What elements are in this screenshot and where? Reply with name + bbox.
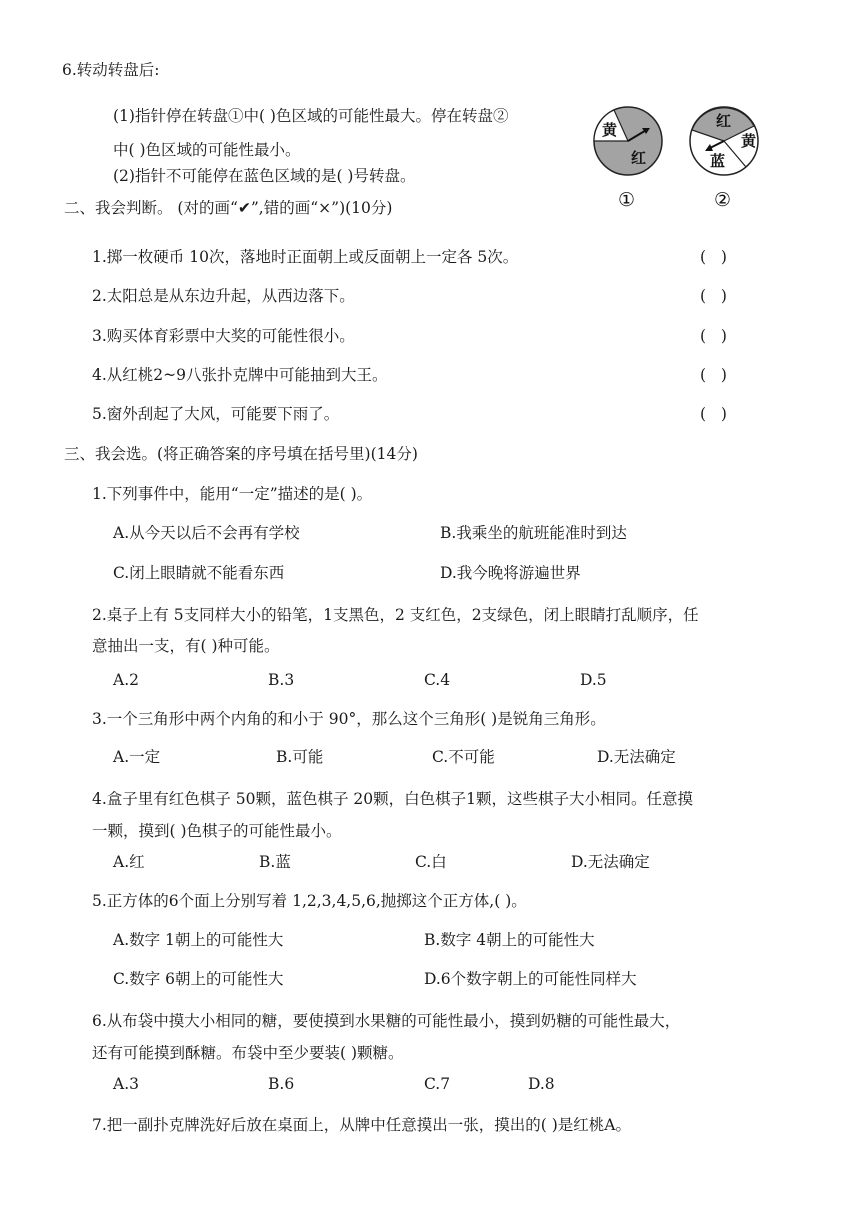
choice-q4-option-c[interactable]: C.白 (415, 853, 447, 871)
choice-q3-option-d[interactable]: D.无法确定 (597, 748, 676, 766)
spinner-2-number: ② (714, 189, 732, 211)
spinner-1-number: ① (618, 189, 636, 211)
judge-item-5: 5.窗外刮起了大风，可能要下雨了。 (92, 405, 340, 423)
choice-q5-option-b[interactable]: B.数字 4朝上的可能性大 (424, 931, 595, 949)
judge-item-3: 3.购买体育彩票中大奖的可能性很小。 (92, 327, 355, 345)
choice-q1-option-c[interactable]: C.闭上眼睛就不能看东西 (113, 564, 285, 582)
spinner-2-label-red: 红 (716, 112, 732, 130)
spinner-2-label-blue: 蓝 (710, 152, 726, 170)
choice-q1-option-b[interactable]: B.我乘坐的航班能准时到达 (440, 524, 627, 542)
choice-q2-option-a[interactable]: A.2 (113, 671, 139, 689)
choice-q1-option-a[interactable]: A.从今天以后不会再有学校 (113, 524, 300, 542)
q6-part2: (2)指针不可能停在蓝色区域的是( )号转盘。 (113, 167, 416, 185)
choice-q2-stem-line1: 2.桌子上有 5支同样大小的铅笔，1支黑色，2 支红色，2支绿色，闭上眼睛打乱顺序，任 (92, 606, 699, 624)
choice-q7-stem: 7.把一副扑克牌洗好后放在桌面上，从牌中任意摸出一张，摸出的( )是红桃A。 (92, 1116, 632, 1134)
choice-q6-stem-line2: 还有可能摸到酥糖。布袋中至少要装( )颗糖。 (92, 1044, 404, 1062)
choice-q1-option-d[interactable]: D.我今晚将游遍世界 (440, 564, 581, 582)
choice-q2-option-d[interactable]: D.5 (580, 671, 607, 689)
judge-answer-4[interactable]: ( ) (700, 366, 727, 384)
choice-q2-option-c[interactable]: C.4 (424, 671, 451, 689)
q6-part1-line2: 中( )色区域的可能性最小。 (113, 141, 301, 159)
choice-q2-option-b[interactable]: B.3 (268, 671, 295, 689)
spinner-1-label-red: 红 (631, 149, 647, 167)
choice-q3-option-c[interactable]: C.不可能 (432, 748, 495, 766)
choice-q6-option-a[interactable]: A.3 (113, 1075, 139, 1093)
choice-q6-option-d[interactable]: D.8 (528, 1075, 555, 1093)
choice-q2-stem-line2: 意抽出一支，有( )种可能。 (92, 637, 280, 655)
choice-q4-option-b[interactable]: B.蓝 (259, 853, 291, 871)
q6-title: 6.转动转盘后: (62, 61, 160, 79)
choice-q4-stem-line2: 一颗，摸到( )色棋子的可能性最小。 (92, 822, 342, 840)
choice-q1-stem: 1.下列事件中，能用“一定”描述的是( )。 (92, 485, 373, 503)
choice-q5-stem: 5.正方体的6个面上分别写着 1,2,3,4,5,6,抛掷这个正方体,( )。 (92, 892, 527, 910)
section-3-heading: 三、我会选。(将正确答案的序号填在括号里)(14分) (64, 445, 418, 463)
choice-q6-stem-line1: 6.从布袋中摸大小相同的糖，要使摸到水果糖的可能性最小，摸到奶糖的可能性最大， (92, 1012, 681, 1030)
section-2-heading: 二、我会判断。 (对的画“✔”,错的画“×”)(10分) (64, 199, 393, 217)
choice-q3-option-a[interactable]: A.一定 (113, 748, 161, 766)
choice-q4-option-d[interactable]: D.无法确定 (571, 853, 650, 871)
spinner-1 (590, 104, 670, 214)
choice-q5-option-a[interactable]: A.数字 1朝上的可能性大 (113, 931, 284, 949)
judge-answer-3[interactable]: ( ) (700, 327, 727, 345)
judge-item-2: 2.太阳总是从东边升起，从西边落下。 (92, 287, 355, 305)
choice-q6-option-b[interactable]: B.6 (268, 1075, 295, 1093)
choice-q5-option-d[interactable]: D.6个数字朝上的可能性同样大 (424, 970, 637, 988)
spinner-2-label-yellow: 黄 (741, 132, 757, 150)
judge-item-4: 4.从红桃2~9八张扑克牌中可能抽到大王。 (92, 366, 388, 384)
spinner-2 (686, 104, 766, 214)
judge-answer-2[interactable]: ( ) (700, 287, 727, 305)
choice-q6-option-c[interactable]: C.7 (424, 1075, 451, 1093)
choice-q3-option-b[interactable]: B.可能 (276, 748, 324, 766)
choice-q4-stem-line1: 4.盒子里有红色棋子 50颗，蓝色棋子 20颗，白色棋子1颗，这些棋子大小相同。任意摸 (92, 790, 693, 808)
judge-item-1: 1.掷一枚硬币 10次，落地时正面朝上或反面朝上一定各 5次。 (92, 248, 519, 266)
choice-q5-option-c[interactable]: C.数字 6朝上的可能性大 (113, 970, 284, 988)
spinner-1-label-yellow: 黄 (602, 121, 618, 139)
judge-answer-5[interactable]: ( ) (700, 405, 727, 423)
choice-q4-option-a[interactable]: A.红 (113, 853, 145, 871)
judge-answer-1[interactable]: ( ) (700, 248, 727, 266)
q6-part1-line1: (1)指针停在转盘①中( )色区域的可能性最大。停在转盘② (113, 107, 509, 125)
choice-q3-stem: 3.一个三角形中两个内角的和小于 90°，那么这个三角形( )是锐角三角形。 (92, 710, 606, 728)
